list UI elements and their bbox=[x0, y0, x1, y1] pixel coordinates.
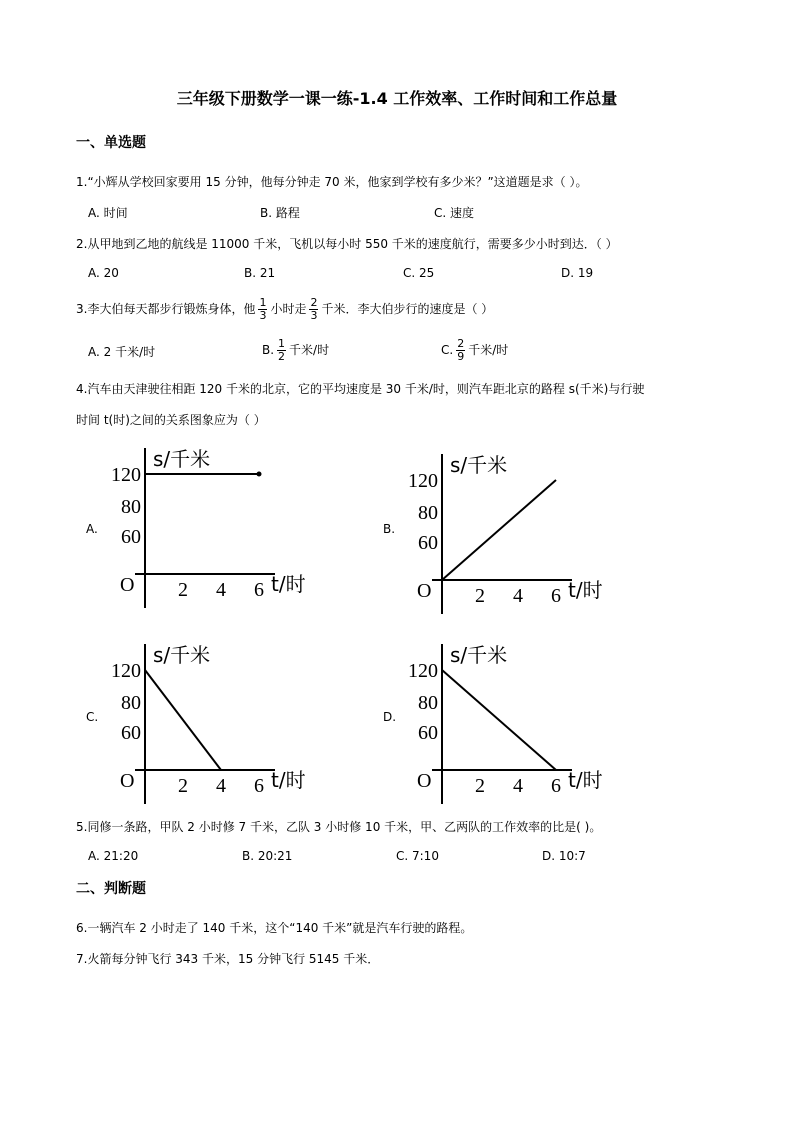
y-tick-label: 120 bbox=[408, 660, 438, 682]
q5-option-d[interactable]: D. 10:7 bbox=[542, 849, 586, 863]
graph-b bbox=[392, 446, 612, 618]
q3-option-b-fraction bbox=[277, 338, 286, 363]
q3-option-c-fraction bbox=[456, 338, 465, 363]
x-tick-label: 2 bbox=[475, 585, 485, 607]
y-tick-label: 60 bbox=[418, 532, 438, 554]
q3-option-c[interactable] bbox=[441, 338, 508, 363]
graph-b-label[interactable]: B. bbox=[383, 522, 396, 536]
data-line bbox=[442, 480, 556, 580]
q2-option-c[interactable]: C. 25 bbox=[403, 266, 435, 280]
graph-c-label[interactable]: C. bbox=[86, 710, 99, 724]
q1-option-c[interactable]: C. 速度 bbox=[434, 206, 475, 220]
q3-fraction-distance-numerator: 2 bbox=[310, 296, 318, 309]
y-tick-label: 120 bbox=[408, 470, 438, 492]
page-title: 三年级下册数学一课一练-1.4 工作效率、工作时间和工作总量 bbox=[176, 89, 618, 108]
q2-option-d[interactable]: D. 19 bbox=[561, 266, 594, 280]
y-axis-label: s/千米 bbox=[153, 643, 211, 667]
question-1: 1.“小辉从学校回家要用 15 分钟，他每分钟走 70 米，他家到学校有多少米？”这道题是求（ ）。 bbox=[76, 175, 588, 189]
data-endpoint bbox=[257, 472, 262, 477]
q3-option-b-numerator: 1 bbox=[278, 337, 286, 350]
y-tick-label: 80 bbox=[418, 692, 438, 714]
q3-option-b-unit: 千米/时 bbox=[289, 343, 330, 357]
x-tick-label: 6 bbox=[551, 585, 561, 607]
data-line bbox=[442, 670, 556, 770]
question-4-line-2: 时间 t(时)之间的关系图象应为（ ） bbox=[76, 413, 266, 427]
question-5: 5.同修一条路，甲队 2 小时修 7 千米，乙队 3 小时修 10 千米，甲、乙两队的工作效率的比是( )。 bbox=[76, 820, 602, 834]
q3-text-post: 千米．李大伯步行的速度是（ ） bbox=[321, 302, 494, 316]
graph-c bbox=[95, 636, 315, 808]
y-tick-label: 80 bbox=[121, 692, 141, 714]
y-tick-label: 60 bbox=[418, 722, 438, 744]
graph-a bbox=[95, 440, 315, 618]
q3-fraction-time bbox=[258, 297, 267, 322]
y-axis-label: s/千米 bbox=[450, 643, 508, 667]
x-axis-label: t/时 bbox=[568, 768, 603, 792]
q3-option-c-numerator: 2 bbox=[457, 337, 465, 350]
y-tick-label: 60 bbox=[121, 526, 141, 548]
y-tick-label: 120 bbox=[111, 464, 141, 486]
q5-option-a[interactable]: A. 21:20 bbox=[88, 849, 139, 863]
origin-label: O bbox=[120, 574, 135, 596]
question-2: 2.从甲地到乙地的航线是 11000 千米，飞机以每小时 550 千米的速度航行，需要多少小时到达．（ ） bbox=[76, 237, 618, 251]
x-tick-label: 2 bbox=[475, 775, 485, 797]
q3-option-c-unit: 千米/时 bbox=[468, 343, 509, 357]
x-tick-label: 4 bbox=[216, 775, 226, 797]
y-tick-label: 80 bbox=[418, 502, 438, 524]
y-axis-label: s/千米 bbox=[450, 453, 508, 477]
q3-fraction-distance-denominator: 3 bbox=[310, 309, 318, 322]
y-tick-label: 120 bbox=[111, 660, 141, 682]
question-3 bbox=[76, 297, 493, 322]
q2-option-b[interactable]: B. 21 bbox=[244, 266, 276, 280]
q3-fraction-time-numerator: 1 bbox=[259, 296, 267, 309]
origin-label: O bbox=[417, 770, 432, 792]
origin-label: O bbox=[417, 580, 432, 602]
x-axis-label: t/时 bbox=[271, 572, 306, 596]
question-7: 7.火箭每分钟飞行 343 千米，15 分钟飞行 5145 千米． bbox=[76, 952, 380, 966]
q3-option-a[interactable]: A. 2 千米/时 bbox=[88, 345, 156, 359]
y-axis-label: s/千米 bbox=[153, 447, 211, 471]
graph-a-label[interactable]: A. bbox=[86, 522, 98, 536]
q2-option-a[interactable]: A. 20 bbox=[88, 266, 119, 280]
graph-d bbox=[392, 636, 612, 808]
x-axis-label: t/时 bbox=[568, 578, 603, 602]
q1-option-a[interactable]: A. 时间 bbox=[88, 206, 128, 220]
x-tick-label: 4 bbox=[216, 579, 226, 601]
q3-option-c-letter: C. bbox=[441, 343, 454, 357]
q3-fraction-distance bbox=[309, 297, 318, 322]
x-tick-label: 2 bbox=[178, 579, 188, 601]
q1-option-b[interactable]: B. 路程 bbox=[260, 206, 300, 220]
q3-option-c-denominator: 9 bbox=[457, 350, 465, 363]
y-tick-label: 60 bbox=[121, 722, 141, 744]
q3-option-b[interactable] bbox=[262, 338, 329, 363]
x-tick-label: 2 bbox=[178, 775, 188, 797]
x-tick-label: 6 bbox=[254, 579, 264, 601]
x-tick-label: 4 bbox=[513, 585, 523, 607]
q3-option-b-letter: B. bbox=[262, 343, 275, 357]
q3-option-b-denominator: 2 bbox=[278, 350, 286, 363]
y-tick-label: 80 bbox=[121, 496, 141, 518]
question-4-line-1: 4.汽车由天津驶往相距 120 千米的北京，它的平均速度是 30 千米/时，则汽车距北京的路程 s(千米)与行驶 bbox=[76, 382, 645, 396]
data-line bbox=[145, 670, 221, 770]
question-6: 6.一辆汽车 2 小时走了 140 千米，这个“140 千米”就是汽车行驶的路程。 bbox=[76, 921, 473, 935]
x-tick-label: 6 bbox=[551, 775, 561, 797]
section-heading-single-choice: 一、单选题 bbox=[76, 135, 146, 151]
q5-option-c[interactable]: C. 7:10 bbox=[396, 849, 439, 863]
q5-option-b[interactable]: B. 20:21 bbox=[242, 849, 293, 863]
q3-text-pre: 3.李大伯每天都步行锻炼身体，他 bbox=[76, 302, 256, 316]
x-axis-label: t/时 bbox=[271, 768, 306, 792]
graph-d-label[interactable]: D. bbox=[383, 710, 397, 724]
q3-text-mid: 小时走 bbox=[270, 302, 307, 316]
q3-fraction-time-denominator: 3 bbox=[259, 309, 267, 322]
x-tick-label: 6 bbox=[254, 775, 264, 797]
section-heading-true-false: 二、判断题 bbox=[76, 881, 146, 897]
origin-label: O bbox=[120, 770, 135, 792]
x-tick-label: 4 bbox=[513, 775, 523, 797]
